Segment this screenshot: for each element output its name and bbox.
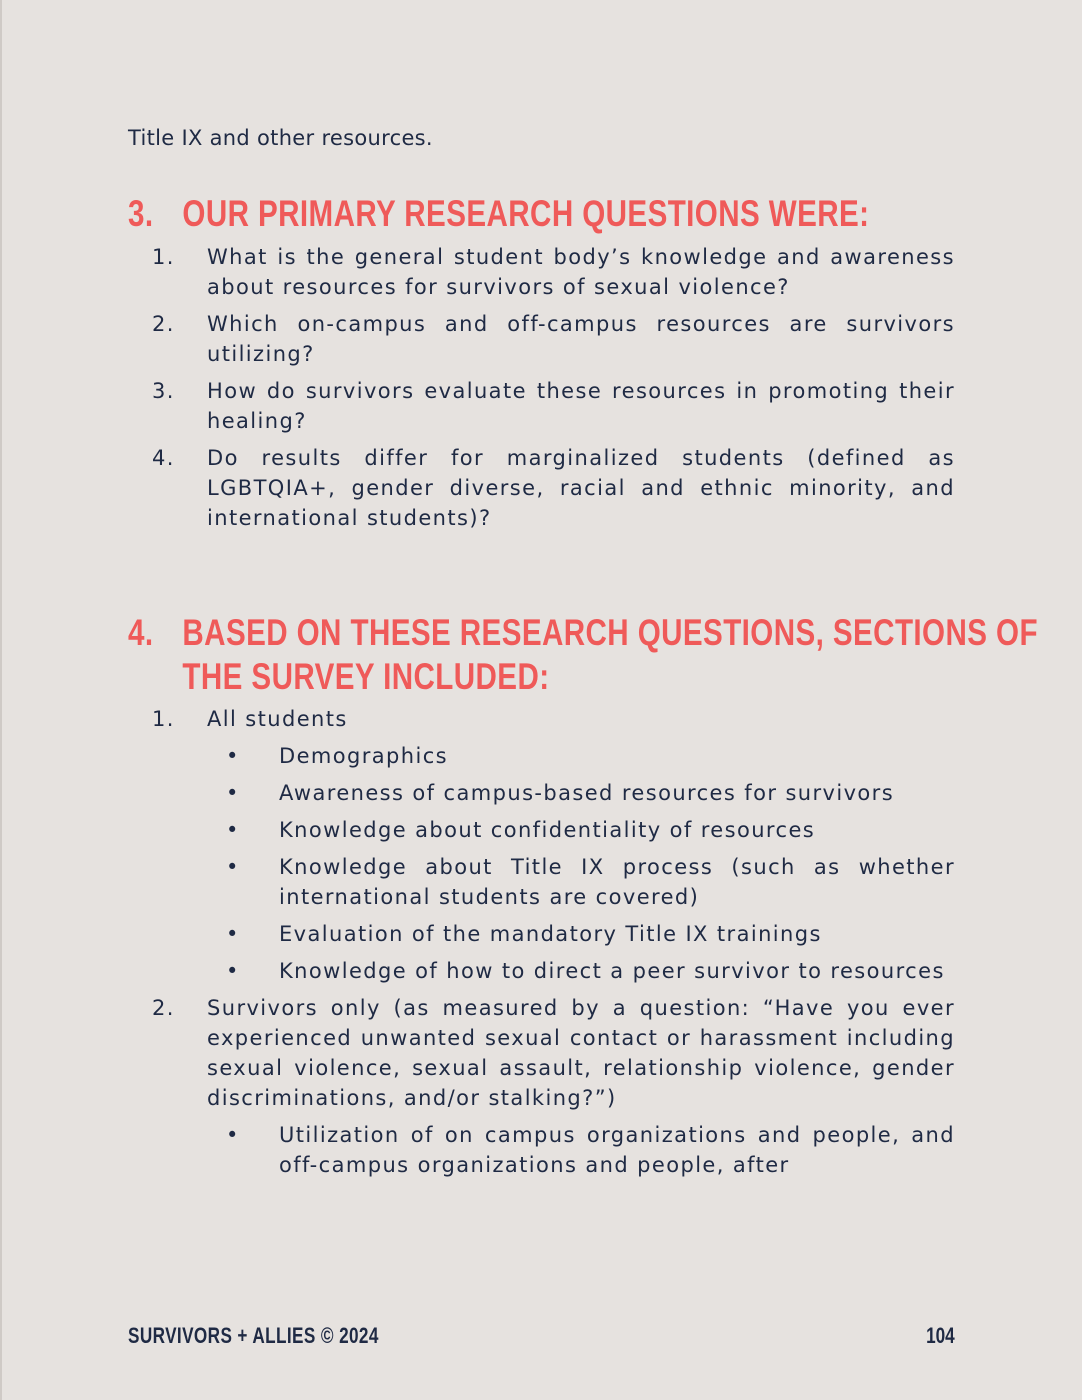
bullet-list <box>207 741 955 986</box>
bullet-item <box>128 919 955 949</box>
bullet-item <box>128 852 955 912</box>
bullet-text: Knowledge about confidentiality of resources <box>279 818 816 842</box>
section-4-title-line2: THE SURVEY INCLUDED: <box>182 656 550 697</box>
list-item <box>128 993 955 1180</box>
bullet-text: Knowledge of how to direct a peer survivor to resources <box>279 959 945 983</box>
bullet-icon: • <box>226 818 240 842</box>
section-3-heading <box>128 192 870 236</box>
list-number: 2. <box>152 996 175 1020</box>
bullet-item <box>128 956 955 986</box>
research-questions-list <box>128 242 955 540</box>
intro-text: Title IX and other resources. <box>128 126 433 150</box>
list-item-text: Do results differ for marginalized students (defined as LGBTQIA+, gender diverse, racial and ethnic minority, and international students)? <box>207 446 955 530</box>
bullet-icon: • <box>226 959 240 983</box>
list-item-text: Survivors only (as measured by a question: “Have you ever experienced unwanted sexual contact or harassment including sexual violence, sexual assault, relationship violence, gender discriminations, and/or stalking?”) <box>207 996 955 1110</box>
bullet-item <box>128 778 955 808</box>
footer-copyright: SURVIVORS + ALLIES © 2024 <box>128 1323 379 1348</box>
bullet-text: Evaluation of the mandatory Title IX trainings <box>279 922 822 946</box>
bullet-icon: • <box>226 744 240 768</box>
list-item-text: Which on-campus and off-campus resources are survivors utilizing? <box>207 312 955 366</box>
survey-sections-list <box>128 704 955 1187</box>
list-number: 2. <box>152 312 175 336</box>
list-item <box>128 704 955 986</box>
list-item <box>128 309 955 369</box>
bullet-icon: • <box>226 855 240 879</box>
bullet-icon: • <box>226 1123 240 1147</box>
section-3-number: 3. <box>128 193 154 234</box>
section-4-heading <box>128 611 1038 699</box>
section-4-title-line1: BASED ON THESE RESEARCH QUESTIONS, SECTIONS OF <box>182 612 1038 653</box>
bullet-text: Utilization of on campus organizations and people, and off-campus organizations and people, after <box>279 1123 955 1177</box>
page-edge <box>0 0 2 1400</box>
list-item <box>128 242 955 302</box>
bullet-text: Knowledge about Title IX process (such as whether international students are covered) <box>279 855 955 909</box>
list-item-text: How do survivors evaluate these resources in promoting their healing? <box>207 379 955 433</box>
page-footer <box>128 1323 955 1353</box>
bullet-icon: • <box>226 781 240 805</box>
bullet-item <box>128 1120 955 1180</box>
bullet-text: Demographics <box>279 744 448 768</box>
list-number: 3. <box>152 379 175 403</box>
list-item <box>128 376 955 436</box>
section-4-number: 4. <box>128 612 154 653</box>
list-item-text: What is the general student body’s knowledge and awareness about resources for survivors of sexual violence? <box>207 245 955 299</box>
bullet-text: Awareness of campus-based resources for survivors <box>279 781 895 805</box>
page-number: 104 <box>926 1323 955 1348</box>
bullet-item <box>128 815 955 845</box>
list-number: 1. <box>152 707 175 731</box>
list-number: 1. <box>152 245 175 269</box>
bullet-icon: • <box>226 922 240 946</box>
list-item <box>128 443 955 533</box>
bullet-item <box>128 741 955 771</box>
section-3-title: OUR PRIMARY RESEARCH QUESTIONS WERE: <box>182 193 870 234</box>
bullet-list <box>207 1120 955 1180</box>
list-number: 4. <box>152 446 175 470</box>
list-item-text: All students <box>207 707 348 731</box>
